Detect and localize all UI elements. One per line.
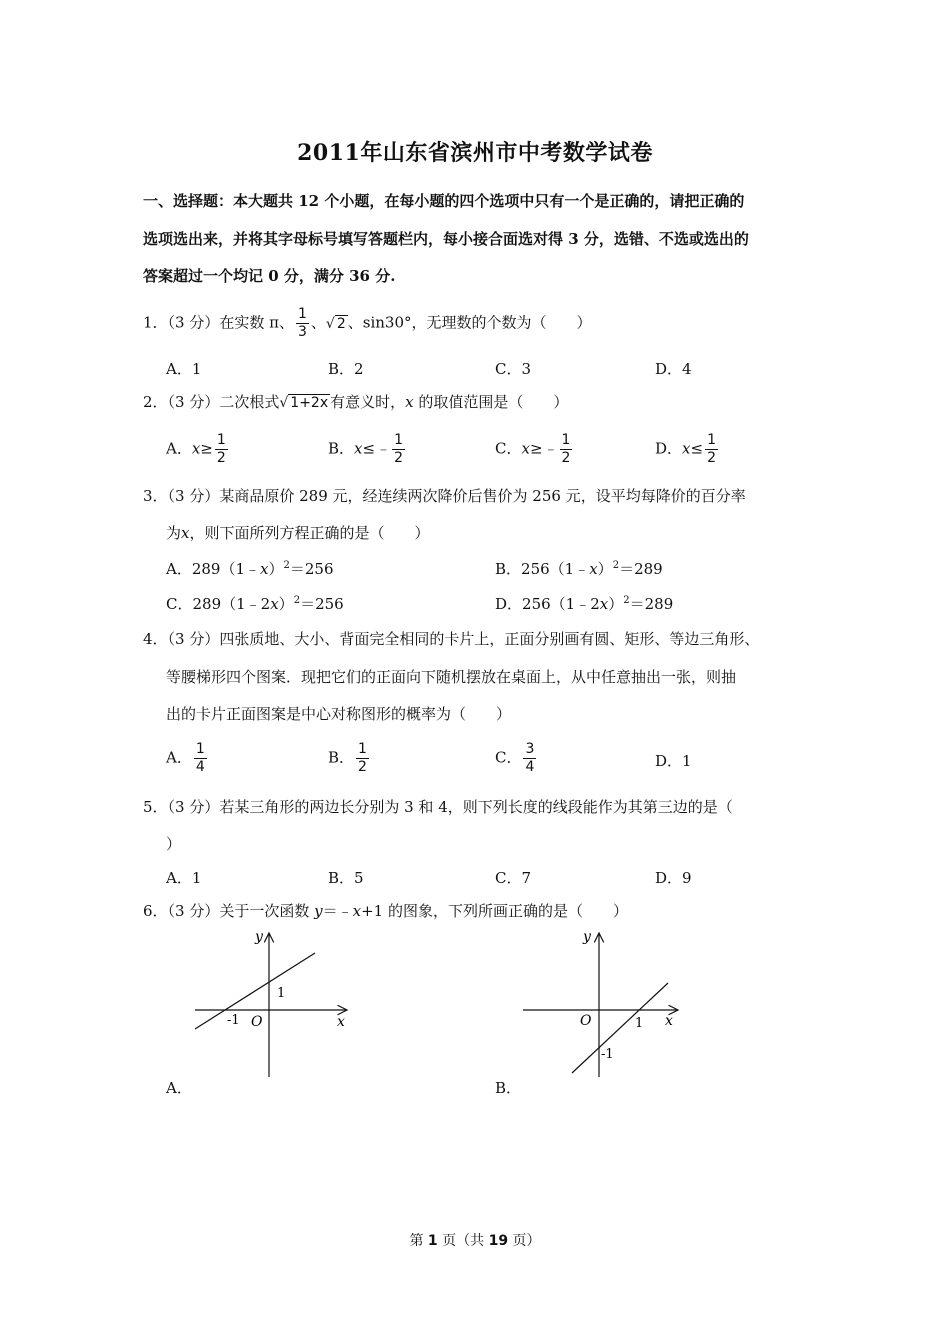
q2-option-b: B．x≤﹣ $\frac{1}{2}$ (328, 432, 403, 466)
q5-option-d: D．9 (655, 869, 692, 887)
question-2: 2．（3 分）二次根式√ 1+2x 有意义时，x 的取值范围是（ ） (143, 393, 569, 411)
q4-option-b: B． $\frac{1}{2}$ (328, 741, 367, 775)
q5-option-c: C．7 (495, 869, 532, 887)
q2-option-d: D．x≤ $\frac{1}{2}$ (655, 432, 716, 466)
question-4-line2: 等腰梯形四个图案．现把它们的正面向下随机摆放在桌面上，从中任意抽出一张，则抽 (166, 668, 737, 686)
q2-sqrt: √ 1+2x (279, 395, 329, 411)
section-instructions-line1: 一、选择题：本大题共 12 个小题，在每小题的四个选项中只有一个是正确的，请把正确的 (143, 192, 745, 210)
question-6: 6．（3 分）关于一次函数 y＝﹣x+1 的图象，下列所画正确的是（ ） (143, 902, 628, 920)
q1-option-d: D．4 (655, 360, 692, 378)
q6-option-b: B． (495, 1079, 522, 1097)
graph-option-a (185, 925, 355, 1080)
graph-b-x-intercept: 1 (635, 1016, 644, 1031)
q4-option-a: A． $\frac{1}{4}$ (166, 741, 205, 775)
graph-a-x-label: x (337, 1014, 345, 1030)
q1-sqrt: √ 2 (325, 315, 346, 332)
q1-prefix: 1．（3 分）在实数 π、 (143, 313, 294, 332)
graph-option-b (515, 925, 690, 1080)
graph-a-y-label: y (255, 929, 263, 945)
question-4-line1: 4．（3 分）四张质地、大小、背面完全相同的卡片上，正面分别画有圆、矩形、等边三角形、 (143, 630, 760, 648)
section-instructions-line2: 选项选出来，并将其字母标号填写答题栏内，每小接合面选对得 3 分，选错、不选或选出的 (143, 230, 749, 248)
q2-option-c: C．x≥﹣ $\frac{1}{2}$ (495, 432, 571, 466)
page-footer: 第 1 页（共 19 页） (409, 1233, 541, 1249)
question-3-line2: 为x，则下面所列方程正确的是（ ） (166, 524, 430, 542)
graph-a-y-intercept: 1 (277, 986, 286, 1001)
q1-suffix: 、sin30°，无理数的个数为（ ） (347, 313, 592, 332)
page-title: 2011年山东省滨州市中考数学试卷 (297, 140, 653, 166)
q3-option-a: A．289（1﹣x）$^2$＝256 (166, 560, 334, 578)
section-instructions-line3: 答案超过一个均记 0 分，满分 36 分. (143, 267, 396, 285)
q3-option-d: D．256（1﹣2x）$^2$＝289 (495, 595, 674, 613)
q4-option-c: C． $\frac{3}{4}$ (495, 741, 535, 775)
q4-option-d: D．1 (655, 752, 692, 770)
q1-option-b: B．2 (328, 360, 364, 378)
question-5-line1: 5．（3 分）若某三角形的两边长分别为 3 和 4，则下列长度的线段能作为其第三边的是（ (143, 798, 733, 816)
graph-b-y-intercept: -1 (601, 1047, 614, 1062)
q3-option-b: B．256（1﹣x）$^2$＝289 (495, 560, 663, 578)
graph-b-origin: O (580, 1013, 592, 1029)
question-1: 1．（3 分）在实数 π、 $\frac{1}{3}$ 、√ 2 、sin30°，无理数的个数为（ ） (143, 306, 592, 340)
graph-b-x-label: x (665, 1013, 673, 1029)
q3-option-c: C．289（1﹣2x）$^2$＝256 (166, 595, 344, 613)
q1-option-c: C．3 (495, 360, 532, 378)
q5-option-a: A．1 (166, 869, 202, 887)
graph-a-x-intercept: -1 (227, 1013, 240, 1028)
graph-a-origin: O (251, 1014, 263, 1030)
question-3-line1: 3．（3 分）某商品原价 289 元，经连续两次降价后售价为 256 元，设平均每降价的百分率 (143, 487, 746, 505)
page-number: 1 (427, 1233, 438, 1249)
q5-option-b: B．5 (328, 869, 364, 887)
question-5-line2: ） (166, 835, 182, 853)
q2-option-a: A．x≥ $\frac{1}{2}$ (166, 432, 226, 466)
q6-option-a: A． (166, 1079, 192, 1097)
page-total: 19 (488, 1233, 509, 1249)
question-4-line3: 出的卡片正面图案是中心对称图形的概率为（ ） (166, 705, 512, 723)
graph-b-y-label: y (583, 929, 591, 945)
q1-fraction: $\frac{1}{3}$ (297, 306, 307, 340)
q1-option-a: A．1 (166, 360, 202, 378)
